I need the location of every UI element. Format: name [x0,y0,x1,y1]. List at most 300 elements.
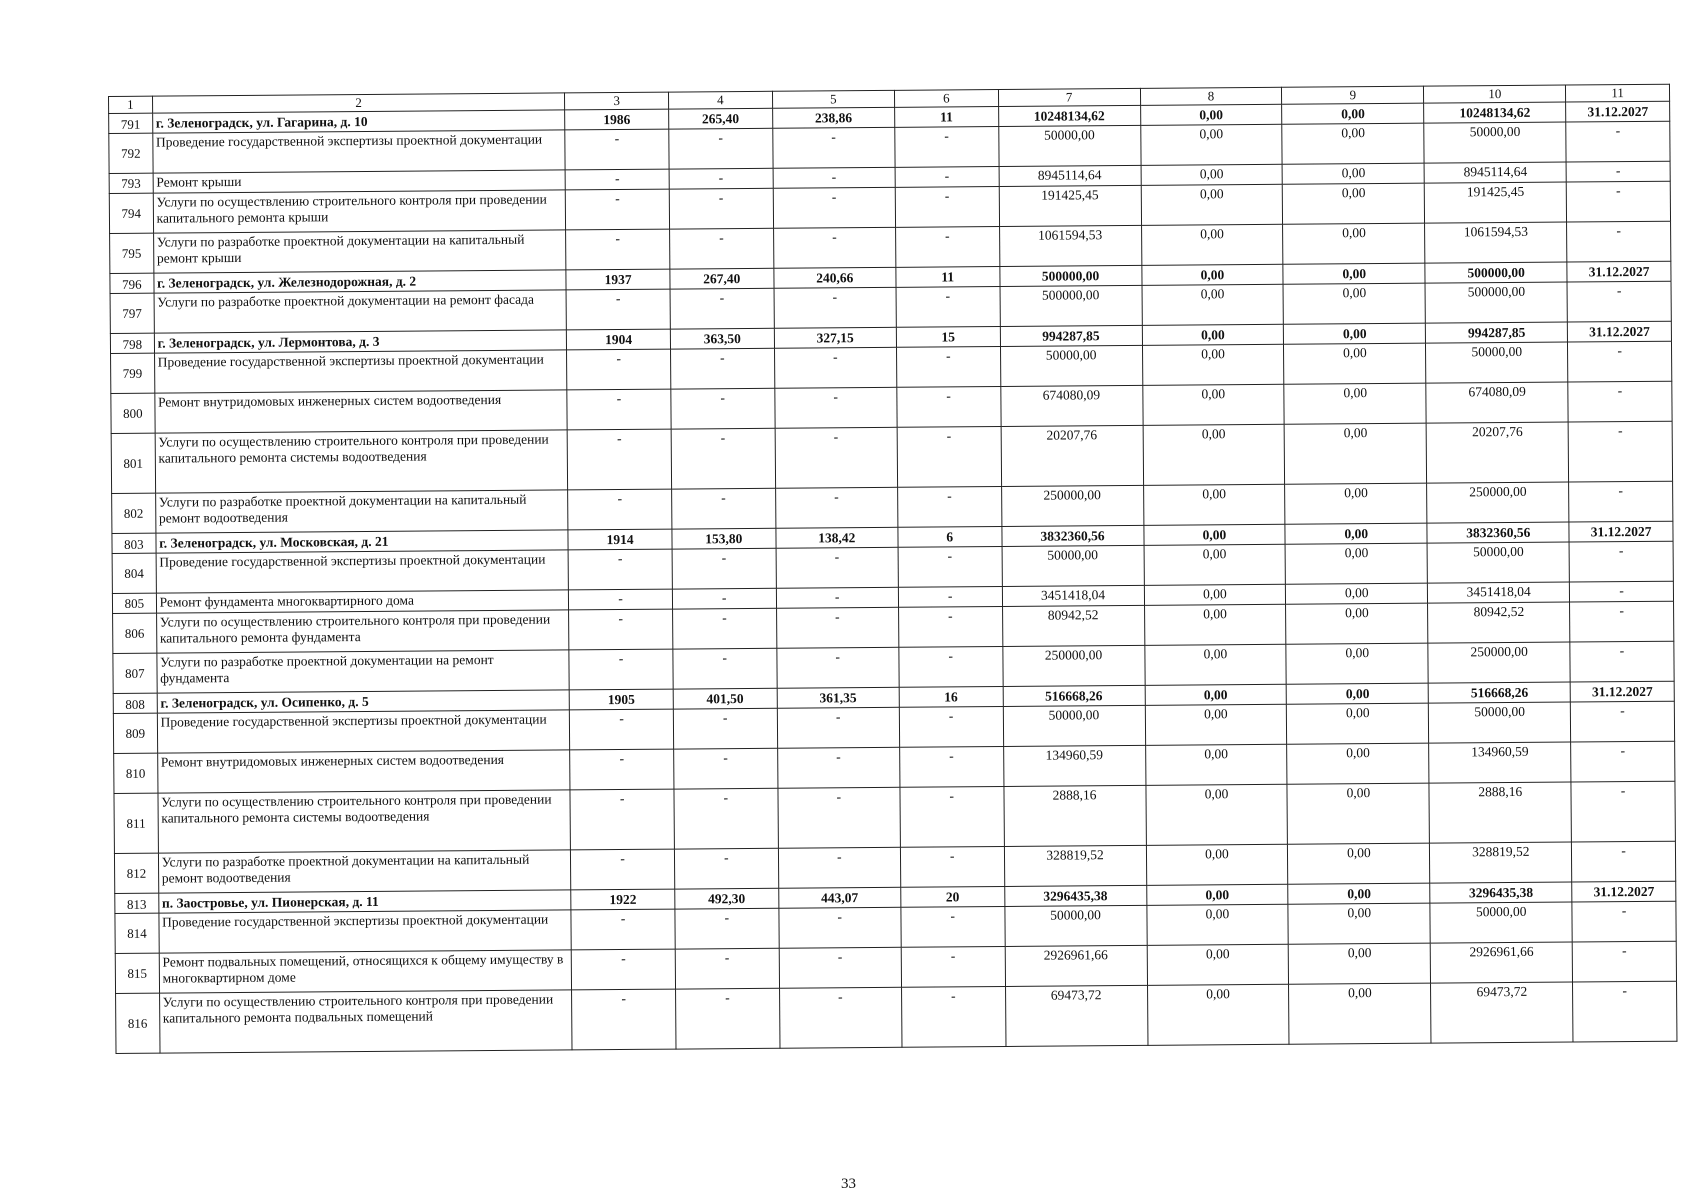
row-number-cell: 797 [110,293,154,333]
fund-cost-cell: 0,00 [1140,104,1282,125]
year-cell: - [568,489,672,530]
fund-cost-cell: 0,00 [1146,844,1288,885]
living-area-cell: - [778,847,901,888]
owners-cost-cell: 50000,00 [1424,122,1566,163]
living-area-cell: 443,07 [778,887,900,908]
budget-cost-cell: 0,00 [1286,603,1428,644]
living-area-cell: - [774,347,897,388]
deadline-cell: - [1573,981,1677,1042]
deadline-cell: - [1571,701,1675,742]
fund-cost-cell: 0,00 [1142,344,1284,385]
total-cost-cell: 191425,45 [999,185,1141,226]
year-cell: - [565,169,669,190]
budget-cost-cell: 0,00 [1286,583,1428,604]
living-area-cell: - [774,387,897,428]
fund-cost-cell: 0,00 [1142,284,1284,325]
total-area-cell: - [676,988,780,1049]
row-number-cell: 810 [114,753,158,793]
total-area-cell: 153,80 [672,528,776,549]
budget-cost-cell: 0,00 [1289,983,1431,1044]
residents-cell: - [901,986,1005,1047]
year-cell: - [571,849,675,890]
total-cost-cell: 134960,59 [1003,745,1145,786]
object-name-cell: Услуги по осуществлению строительного контроля при проведении капитального ремонта крыши [153,190,566,233]
object-name-cell: Услуги по разработке проектной документации на капитальный ремонт водоотведения [155,490,568,533]
year-cell: - [566,289,670,330]
row-number-cell: 811 [114,793,158,853]
object-name-cell: Ремонт крыши [153,170,566,193]
fund-cost-cell: 0,00 [1140,124,1282,165]
residents-cell: 20 [901,886,1005,907]
object-name-cell: Услуги по осуществлению строительного контроля при проведении капитального ремонта системы водоотведения [158,790,571,853]
year-cell: - [567,389,671,430]
owners-cost-cell: 1061594,53 [1425,222,1567,263]
fund-cost-cell: 0,00 [1143,484,1285,525]
living-area-cell: - [777,647,900,688]
residents-cell: - [896,347,1000,388]
deadline-cell: - [1569,481,1673,522]
total-cost-cell: 50000,00 [1000,345,1142,386]
deadline-cell: - [1567,221,1671,262]
total-cost-cell: 3451418,04 [1002,585,1144,606]
fund-cost-cell: 0,00 [1144,584,1286,605]
deadline-cell: - [1570,581,1674,602]
living-area-cell: 361,35 [777,687,899,708]
row-number-cell: 796 [110,273,154,293]
deadline-cell: - [1566,181,1670,222]
owners-cost-cell: 80942,52 [1428,602,1570,643]
column-header: 1 [109,96,153,113]
object-name-cell: Ремонт внутридомовых инженерных систем водоотведения [154,390,567,433]
total-area-cell: 363,50 [670,328,774,349]
living-area-cell: - [776,607,899,648]
total-cost-cell: 500000,00 [999,265,1141,286]
residents-cell: - [898,586,1002,607]
total-cost-cell: 250000,00 [1001,485,1143,526]
owners-cost-cell: 50000,00 [1430,902,1572,943]
fund-cost-cell: 0,00 [1144,544,1286,585]
object-name-cell: Проведение государственной экспертизы проектной документации [159,910,572,953]
deadline-cell: 31.12.2027 [1566,101,1670,122]
total-area-cell: - [672,548,776,589]
budget-cost-cell: 0,00 [1284,383,1426,424]
budget-cost-cell: 0,00 [1287,703,1429,744]
total-cost-cell: 50000,00 [998,125,1140,166]
column-header: 6 [894,90,998,108]
row-number-cell: 791 [109,113,153,133]
total-cost-cell: 50000,00 [1004,905,1146,946]
owners-cost-cell: 50000,00 [1427,542,1569,583]
fund-cost-cell: 0,00 [1143,424,1285,485]
living-area-cell: - [775,487,898,528]
object-name-cell: г. Зеленоградск, ул. Осипенко, д. 5 [157,690,570,713]
row-number-cell: 793 [109,173,153,193]
living-area-cell: 238,86 [772,107,894,128]
year-cell: - [572,989,676,1050]
owners-cost-cell: 69473,72 [1431,982,1573,1043]
residents-cell: - [900,846,1004,887]
deadline-cell: - [1570,601,1674,642]
column-header: 9 [1282,86,1424,104]
year-cell: - [569,649,673,690]
residents-cell: - [895,187,999,228]
total-cost-cell: 50000,00 [1002,545,1144,586]
page-number: 33 [841,1176,856,1192]
total-area-cell: - [672,588,776,609]
residents-cell: - [900,786,1004,847]
fund-cost-cell: 0,00 [1142,324,1284,345]
owners-cost-cell: 500000,00 [1425,262,1567,283]
row-number-cell: 816 [116,993,160,1053]
capital-repair-table [108,84,1677,1054]
object-name-cell: г. Зеленоградск, ул. Железнодорожная, д. 2 [154,270,567,293]
living-area-cell: - [779,987,902,1048]
object-name-cell: Ремонт подвальных помещений, относящихся к общему имуществу в многоквартирном доме [159,950,572,993]
owners-cost-cell: 50000,00 [1426,342,1568,383]
residents-cell: - [901,906,1005,947]
column-header: 3 [565,92,669,110]
owners-cost-cell: 20207,76 [1426,422,1568,483]
fund-cost-cell: 0,00 [1145,684,1287,705]
living-area-cell: 138,42 [776,527,898,548]
owners-cost-cell: 328819,52 [1430,842,1572,883]
budget-cost-cell: 0,00 [1284,323,1426,344]
budget-cost-cell: 0,00 [1287,743,1429,784]
object-name-cell: г. Зеленоградск, ул. Московская, д. 21 [156,530,569,553]
budget-cost-cell: 0,00 [1286,643,1428,684]
living-area-cell: 240,66 [774,267,896,288]
fund-cost-cell: 0,00 [1142,384,1284,425]
column-header: 10 [1424,85,1566,103]
total-cost-cell: 2926961,66 [1005,945,1147,986]
deadline-cell: - [1571,781,1675,842]
owners-cost-cell: 191425,45 [1425,182,1567,223]
year-cell: - [570,789,674,850]
year-cell: - [566,229,670,270]
deadline-cell: - [1572,841,1676,882]
row-number-cell: 813 [115,893,159,913]
owners-cost-cell: 3296435,38 [1430,882,1572,903]
owners-cost-cell: 3451418,04 [1428,582,1570,603]
residents-cell: - [896,287,1000,328]
year-cell: - [568,549,672,590]
budget-cost-cell: 0,00 [1287,683,1429,704]
fund-cost-cell: 0,00 [1146,904,1288,945]
deadline-cell: 31.12.2027 [1569,521,1673,542]
total-area-cell: - [673,708,777,749]
object-name-cell: Проведение государственной экспертизы проектной документации [157,710,570,753]
document-sheet [108,84,1677,1054]
owners-cost-cell: 50000,00 [1429,702,1571,743]
deadline-cell: - [1567,281,1671,322]
object-name-cell: Услуги по разработке проектной документации на ремонт фасада [154,290,567,333]
object-name-cell: Услуги по осуществлению строительного контроля при проведении капитального ремонта фундамента [156,610,569,653]
owners-cost-cell: 10248134,62 [1424,102,1566,123]
year-cell: 1914 [568,529,672,550]
row-number-cell: 806 [113,613,157,653]
total-cost-cell: 50000,00 [1003,705,1145,746]
budget-cost-cell: 0,00 [1283,263,1425,284]
column-header: 2 [152,93,565,113]
row-number-cell: 800 [111,393,155,433]
deadline-cell: 31.12.2027 [1567,261,1671,282]
total-cost-cell: 10248134,62 [998,105,1140,126]
budget-cost-cell: 0,00 [1285,483,1427,524]
row-number-cell: 794 [109,193,153,233]
owners-cost-cell: 134960,59 [1429,742,1571,783]
total-cost-cell: 3296435,38 [1004,885,1146,906]
object-name-cell: Проведение государственной экспертизы проектной документации [156,550,569,593]
owners-cost-cell: 250000,00 [1427,482,1569,523]
residents-cell: - [899,706,1003,747]
year-cell: - [570,749,674,790]
total-cost-cell: 8945114,64 [999,165,1141,186]
fund-cost-cell: 0,00 [1147,984,1289,1045]
row-number-cell: 815 [115,953,159,993]
object-name-cell: Услуги по разработке проектной документации на ремонт фундамента [157,650,570,693]
row-number-cell: 795 [110,233,154,273]
total-area-cell: 401,50 [673,688,777,709]
total-area-cell: - [673,608,777,649]
budget-cost-cell: 0,00 [1283,283,1425,324]
budget-cost-cell: 0,00 [1284,343,1426,384]
residents-cell: - [898,486,1002,527]
deadline-cell: 31.12.2027 [1570,681,1674,702]
living-area-cell: - [776,547,899,588]
residents-cell: - [898,546,1002,587]
fund-cost-cell: 0,00 [1143,524,1285,545]
budget-cost-cell: 0,00 [1282,163,1424,184]
year-cell: - [566,189,670,230]
living-area-cell: - [777,707,900,748]
total-area-cell: - [672,488,776,529]
residents-cell: - [899,646,1003,687]
object-name-cell: Ремонт внутридомовых инженерных систем водоотведения [157,750,570,793]
deadline-cell: - [1566,121,1670,162]
residents-cell: - [895,227,999,268]
object-name-cell: Услуги по осуществлению строительного контроля при проведении капитального ремонта подвальных помещений [159,990,572,1053]
object-name-cell: Проведение государственной экспертизы проектной документации [152,130,565,173]
total-area-cell: - [675,908,779,949]
total-cost-cell: 69473,72 [1005,985,1147,1046]
deadline-cell: - [1568,381,1672,422]
row-number-cell: 814 [115,913,159,953]
total-cost-cell: 3832360,56 [1002,525,1144,546]
budget-cost-cell: 0,00 [1287,783,1429,844]
year-cell: - [567,349,671,390]
total-area-cell: - [675,948,779,989]
fund-cost-cell: 0,00 [1147,944,1289,985]
living-area-cell: - [779,947,902,988]
owners-cost-cell: 2888,16 [1429,782,1571,843]
owners-cost-cell: 250000,00 [1428,642,1570,683]
total-area-cell: - [674,848,778,889]
fund-cost-cell: 0,00 [1146,884,1288,905]
residents-cell: - [895,167,999,188]
total-area-cell: - [670,288,774,329]
budget-cost-cell: 0,00 [1285,523,1427,544]
living-area-cell: 327,15 [774,327,896,348]
deadline-cell: - [1570,641,1674,682]
row-number-cell: 798 [110,333,154,353]
residents-cell: 15 [896,327,1000,348]
fund-cost-cell: 0,00 [1141,224,1283,265]
total-area-cell: 492,30 [675,888,779,909]
owners-cost-cell: 516668,26 [1428,682,1570,703]
total-area-cell: - [670,348,774,389]
work-row [116,981,1677,1053]
owners-cost-cell: 8945114,64 [1424,162,1566,183]
year-cell: - [571,909,675,950]
living-area-cell: - [774,287,897,328]
fund-cost-cell: 0,00 [1141,184,1283,225]
fund-cost-cell: 0,00 [1145,704,1287,745]
living-area-cell: - [778,787,901,848]
column-header: 8 [1140,87,1282,105]
row-number-cell: 802 [112,493,156,533]
residents-cell: 11 [895,107,999,128]
total-area-cell: 265,40 [669,108,773,129]
total-cost-cell: 250000,00 [1002,645,1144,686]
year-cell: - [569,589,673,610]
deadline-cell: - [1569,541,1673,582]
budget-cost-cell: 0,00 [1283,183,1425,224]
owners-cost-cell: 2926961,66 [1431,942,1573,983]
fund-cost-cell: 0,00 [1141,164,1283,185]
object-name-cell: Проведение государственной экспертизы проектной документации [154,350,567,393]
residents-cell: - [900,746,1004,787]
total-area-cell: - [671,428,775,489]
budget-cost-cell: 0,00 [1282,123,1424,164]
year-cell: 1937 [566,269,670,290]
object-name-cell: г. Зеленоградск, ул. Гагарина, д. 10 [152,110,565,133]
budget-cost-cell: 0,00 [1288,903,1430,944]
total-cost-cell: 516668,26 [1003,685,1145,706]
total-cost-cell: 20207,76 [1001,425,1143,486]
column-header: 4 [668,91,772,109]
living-area-cell: - [773,167,895,188]
column-header: 5 [772,90,894,108]
living-area-cell: - [772,127,895,168]
total-cost-cell: 500000,00 [1000,285,1142,326]
row-number-cell: 792 [109,133,153,173]
year-cell: 1905 [569,689,673,710]
total-area-cell: - [674,788,778,849]
column-header: 7 [998,88,1140,106]
column-header: 11 [1566,84,1670,102]
row-number-cell: 809 [113,713,157,753]
object-name-cell: Ремонт фундамента многоквартирного дома [156,590,569,613]
total-area-cell: - [674,748,778,789]
deadline-cell: - [1572,901,1676,942]
total-area-cell: - [670,228,774,269]
fund-cost-cell: 0,00 [1145,784,1287,845]
budget-cost-cell: 0,00 [1288,883,1430,904]
row-number-cell: 801 [111,433,155,493]
year-cell: - [567,429,671,490]
year-cell: - [570,709,674,750]
deadline-cell: - [1568,341,1672,382]
year-cell: 1922 [571,889,675,910]
living-area-cell: - [775,427,898,488]
residents-cell: - [897,426,1001,487]
deadline-cell: - [1568,421,1672,482]
deadline-cell: - [1572,941,1676,982]
object-name-cell: Услуги по разработке проектной документации на капитальный ремонт крыши [153,230,566,273]
budget-cost-cell: 0,00 [1285,423,1427,484]
total-cost-cell: 994287,85 [1000,325,1142,346]
total-area-cell: - [669,168,773,189]
row-number-cell: 804 [112,553,156,593]
living-area-cell: - [773,187,896,228]
total-area-cell: - [671,388,775,429]
owners-cost-cell: 500000,00 [1425,282,1567,323]
total-area-cell: 267,40 [670,268,774,289]
owners-cost-cell: 3832360,56 [1427,522,1569,543]
living-area-cell: - [779,907,902,948]
year-cell: 1986 [565,109,669,130]
year-cell: - [572,949,676,990]
row-number-cell: 803 [112,533,156,553]
total-area-cell: - [673,648,777,689]
residents-cell: 11 [896,267,1000,288]
object-name-cell: Услуги по разработке проектной документации на капитальный ремонт водоотведения [158,850,571,893]
fund-cost-cell: 0,00 [1141,264,1283,285]
total-area-cell: - [669,188,773,229]
deadline-cell: 31.12.2027 [1572,881,1676,902]
fund-cost-cell: 0,00 [1145,744,1287,785]
residents-cell: 6 [898,526,1002,547]
budget-cost-cell: 0,00 [1289,943,1431,984]
fund-cost-cell: 0,00 [1144,644,1286,685]
fund-cost-cell: 0,00 [1144,604,1286,645]
living-area-cell: - [773,227,896,268]
living-area-cell: - [776,587,898,608]
year-cell: 1904 [567,329,671,350]
budget-cost-cell: 0,00 [1285,543,1427,584]
object-name-cell: п. Заостровье, ул. Пионерская, д. 11 [158,890,571,913]
row-number-cell: 812 [114,853,158,893]
residents-cell: - [898,606,1002,647]
total-cost-cell: 2888,16 [1004,785,1146,846]
budget-cost-cell: 0,00 [1283,223,1425,264]
deadline-cell: - [1566,161,1670,182]
object-name-cell: Услуги по осуществлению строительного контроля при проведении капитального ремонта системы водоотведения [155,430,568,493]
residents-cell: 16 [899,686,1003,707]
total-cost-cell: 674080,09 [1000,385,1142,426]
budget-cost-cell: 0,00 [1282,103,1424,124]
residents-cell: - [901,946,1005,987]
object-name-cell: г. Зеленоградск, ул. Лермонтова, д. 3 [154,330,567,353]
row-number-cell: 807 [113,653,157,693]
owners-cost-cell: 674080,09 [1426,382,1568,423]
table-body [109,101,1677,1053]
row-number-cell: 808 [113,693,157,713]
budget-cost-cell: 0,00 [1288,843,1430,884]
owners-cost-cell: 994287,85 [1426,322,1568,343]
total-cost-cell: 328819,52 [1004,845,1146,886]
residents-cell: - [895,127,999,168]
row-number-cell: 799 [111,353,155,393]
total-cost-cell: 1061594,53 [999,225,1141,266]
row-number-cell: 805 [112,593,156,613]
deadline-cell: 31.12.2027 [1568,321,1672,342]
living-area-cell: - [777,747,900,788]
total-cost-cell: 80942,52 [1002,605,1144,646]
total-area-cell: - [669,128,773,169]
deadline-cell: - [1571,741,1675,782]
residents-cell: - [897,387,1001,428]
